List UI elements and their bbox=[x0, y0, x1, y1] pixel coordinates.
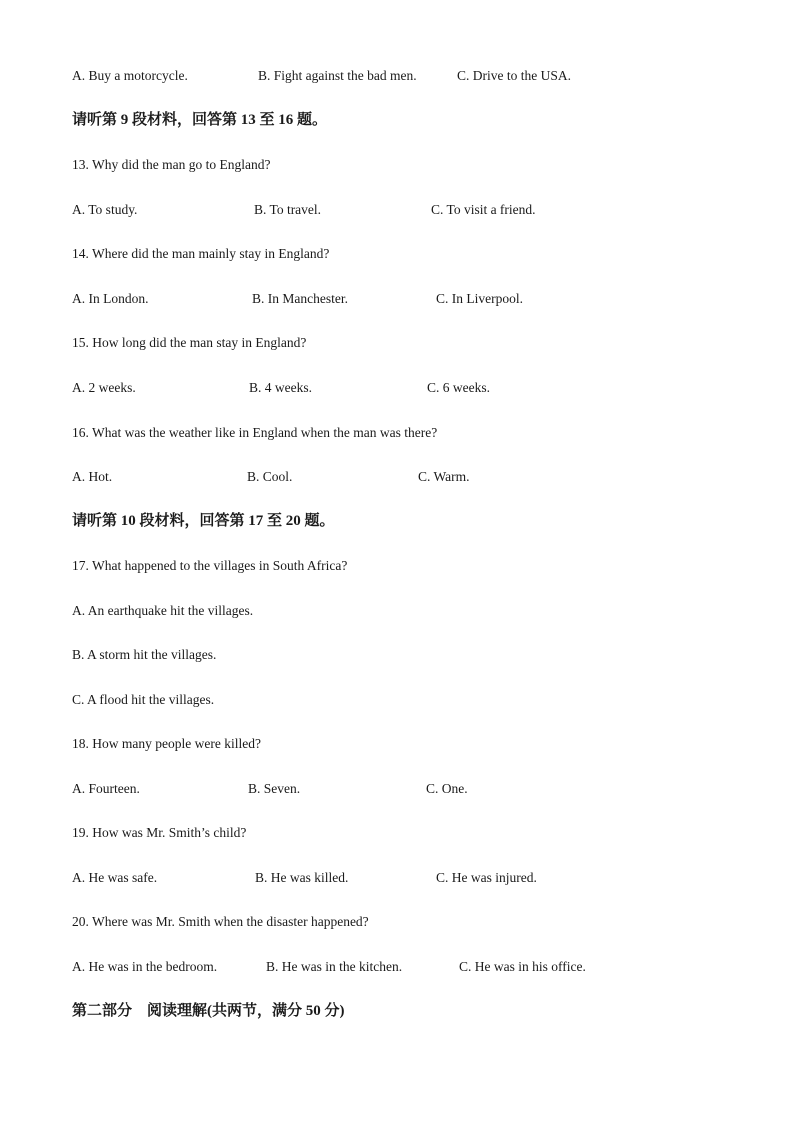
section10-heading: 请听第 10 段材料，回答第 17 至 20 题。 bbox=[72, 513, 335, 529]
q14-option-b: B. In Manchester. bbox=[252, 291, 348, 306]
q14-option-a: A. In London. bbox=[72, 291, 149, 306]
section9-heading: 请听第 9 段材料，回答第 13 至 16 题。 bbox=[72, 112, 328, 128]
q18-option-b: B. Seven. bbox=[248, 781, 301, 796]
q13-option-a: A. To study. bbox=[72, 202, 138, 217]
q16-option-a: A. Hot. bbox=[72, 469, 113, 484]
question-16: 16. What was the weather like in England when the man was there? bbox=[72, 425, 438, 440]
q14-option-c: C. In Liverpool. bbox=[436, 291, 523, 306]
q12-option-c: C. Drive to the USA. bbox=[457, 68, 571, 83]
q13-option-c: C. To visit a friend. bbox=[431, 202, 536, 217]
q18-option-a: A. Fourteen. bbox=[72, 781, 140, 796]
q15-option-a: A. 2 weeks. bbox=[72, 380, 136, 395]
q17-option-b: B. A storm hit the villages. bbox=[72, 647, 217, 662]
q13-option-b: B. To travel. bbox=[254, 202, 322, 217]
question-14: 14. Where did the man mainly stay in England? bbox=[72, 246, 330, 261]
question-20: 20. Where was Mr. Smith when the disaster happened? bbox=[72, 914, 369, 929]
question-17: 17. What happened to the villages in South Africa? bbox=[72, 558, 348, 573]
q16-option-b: B. Cool. bbox=[247, 469, 293, 484]
part2-heading: 第二部分 阅读理解(共两节，满分 50 分) bbox=[72, 1003, 345, 1019]
q17-option-a: A. An earthquake hit the villages. bbox=[72, 603, 254, 618]
q20-option-a: A. He was in the bedroom. bbox=[72, 959, 218, 974]
question-19: 19. How was Mr. Smith’s child? bbox=[72, 825, 247, 840]
q16-option-c: C. Warm. bbox=[418, 469, 470, 484]
q19-option-a: A. He was safe. bbox=[72, 870, 158, 885]
q19-option-b: B. He was killed. bbox=[255, 870, 349, 885]
question-13: 13. Why did the man go to England? bbox=[72, 157, 271, 172]
q20-option-c: C. He was in his office. bbox=[459, 959, 586, 974]
q15-option-c: C. 6 weeks. bbox=[427, 380, 490, 395]
q15-option-b: B. 4 weeks. bbox=[249, 380, 312, 395]
q18-option-c: C. One. bbox=[426, 781, 468, 796]
question-18: 18. How many people were killed? bbox=[72, 736, 261, 751]
q19-option-c: C. He was injured. bbox=[436, 870, 537, 885]
q20-option-b: B. He was in the kitchen. bbox=[266, 959, 403, 974]
q17-option-c: C. A flood hit the villages. bbox=[72, 692, 215, 707]
q12-option-b: B. Fight against the bad men. bbox=[258, 68, 417, 83]
question-15: 15. How long did the man stay in England? bbox=[72, 335, 307, 350]
q12-option-a: A. Buy a motorcycle. bbox=[72, 68, 188, 83]
